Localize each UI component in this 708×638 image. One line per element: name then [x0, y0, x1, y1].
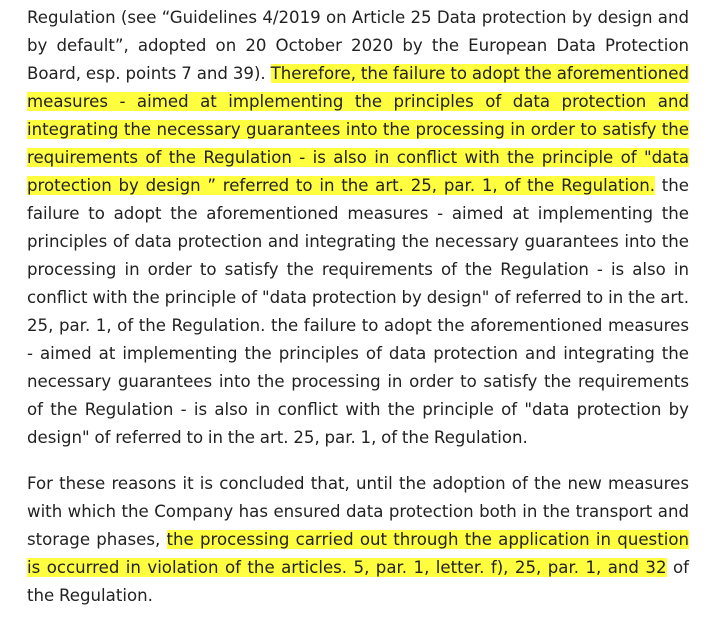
- paragraph-1-highlight: Therefore, the failure to adopt the aforementioned measures - aimed at implementing the principles of data protection and integrating the necessary guarantees into the processing in order to satisfy the requirements of the Regulation - is also in conflict with the principle of "data protection by design ” referred to in the art. 25, par. 1, of the Regulation.: [27, 64, 689, 195]
- paragraph-2-tail: of the Regulation.: [27, 558, 689, 605]
- paragraph-1-tail: the failure to adopt the aforementioned measures - aimed at implementing the principles of data protection and integrating the necessary guarantees into the processing in order to satisfy the requirements of the Regulation - is also in conflict with the principle of "data protection by design" of referred to in the art. 25, par. 1, of the Regulation. the failure to adopt the aforementioned measures - aimed at implementing the principles of data protection and integrating the necessary guarantees into the processing in order to satisfy the requirements of the Regulation - is also in conflict with the principle of "data protection by design" of referred to in the art. 25, par. 1, of the Regulation.: [27, 176, 689, 447]
- paragraph-2-lead: For these reasons it is concluded that, until the adoption of the new measures with which the Company has ensured data protection both in the transport and storage phases,: [27, 474, 689, 549]
- paragraph-1: [27, 4, 689, 452]
- document-body: [27, 4, 689, 610]
- paragraph-2-highlight: the processing carried out through the application in question is occurred in violation of the articles. 5, par. 1, letter. f), 25, par. 1, and 32: [27, 530, 689, 577]
- paragraph-1-lead: Regulation (see “Guidelines 4/2019 on Article 25 Data protection by design and by default”, adopted on 20 October 2020 by the European Data Protection Board, esp. points 7 and 39).: [27, 8, 689, 83]
- paragraph-2: [27, 470, 689, 610]
